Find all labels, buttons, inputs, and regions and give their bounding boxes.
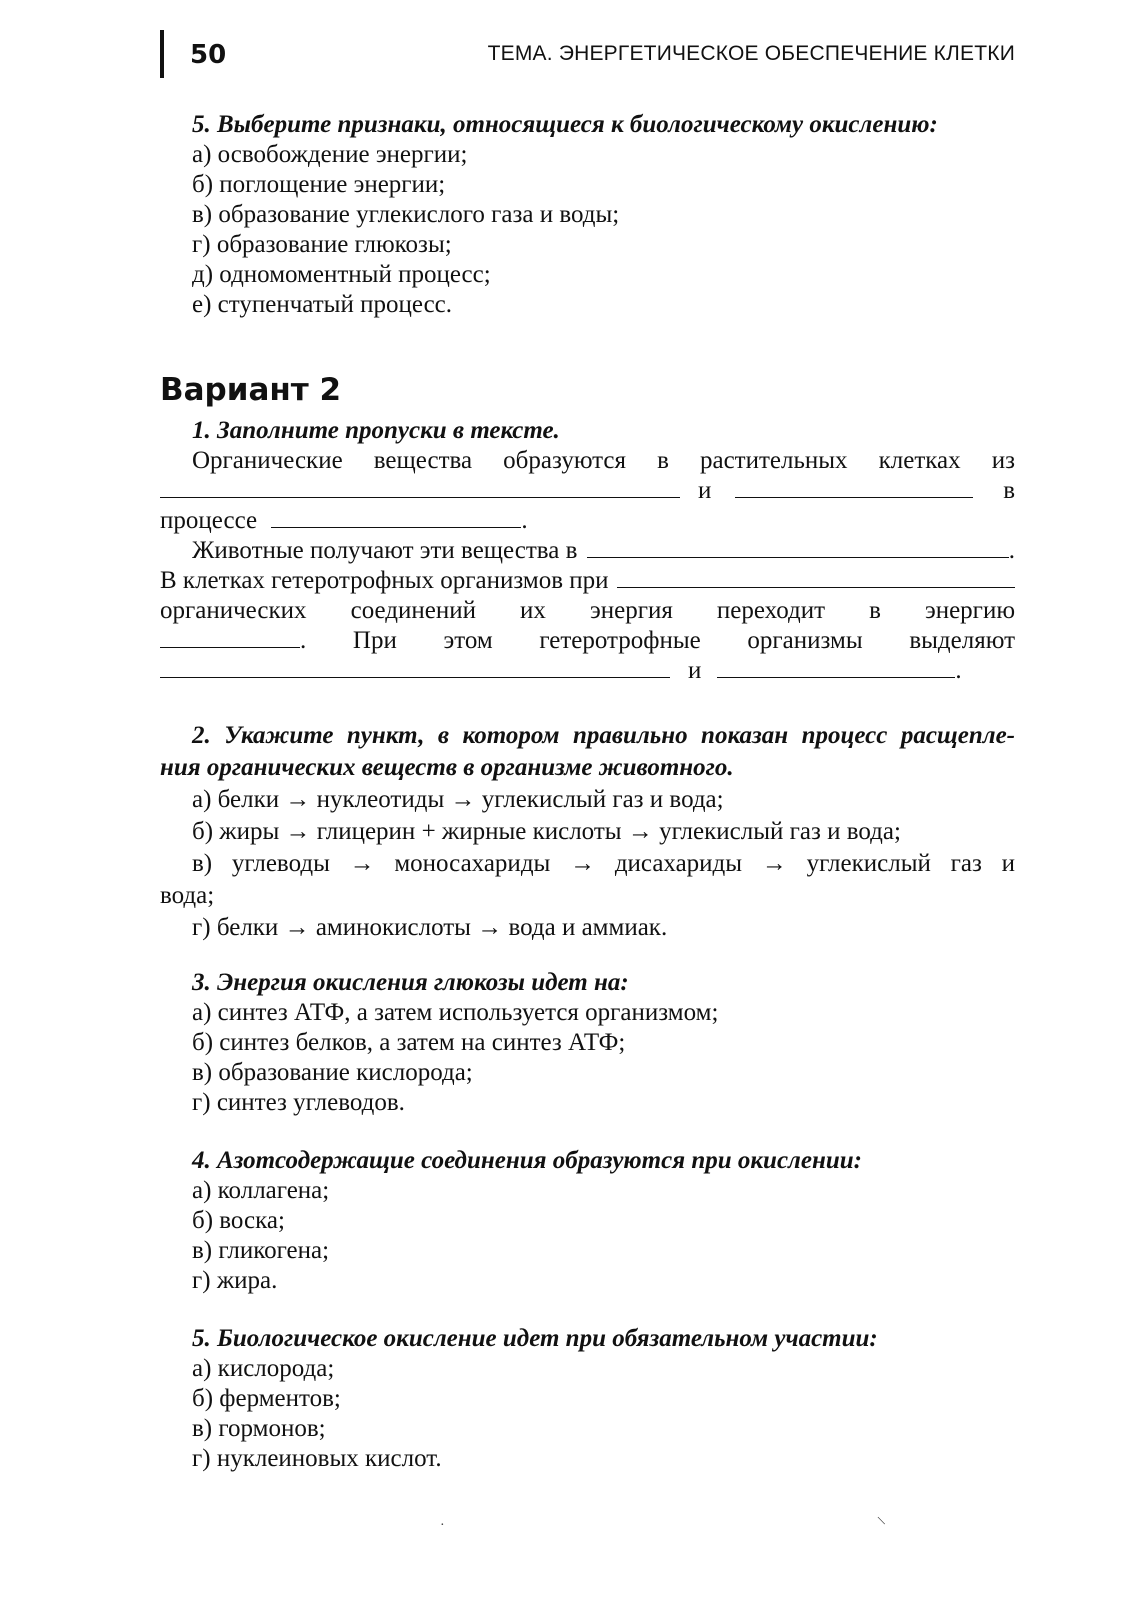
option-a: а) кислорода;	[192, 1355, 335, 1382]
question-text: 4. Азотсодержащие соединения образуются при окислении:	[192, 1147, 862, 1174]
paragraph-2-line-4	[160, 626, 1015, 656]
blank-field[interactable]	[160, 629, 300, 648]
option-b: б) ферментов;	[192, 1385, 341, 1412]
blank-field[interactable]	[271, 509, 521, 528]
period: .	[955, 657, 962, 684]
question-1	[160, 416, 1015, 686]
page-content	[160, 110, 1015, 1474]
paragraph-2-line-1	[160, 536, 1015, 566]
blank-field[interactable]	[587, 539, 1008, 558]
option-b: б) воска;	[192, 1207, 285, 1234]
option-d: г) образование глюкозы;	[192, 231, 452, 258]
period: .	[521, 507, 528, 534]
question-text: 5. Выберите признаки, относящиеся к биологическому окислению:	[192, 111, 938, 138]
option-d: г) нуклеиновых кислот.	[192, 1445, 442, 1472]
option-c: в) гликогена;	[192, 1237, 330, 1264]
option-a: а) белки → нуклеотиды → углекислый газ и вода;	[192, 786, 724, 813]
option-a: а) синтез АТФ, а затем используется организмом;	[192, 999, 719, 1026]
option-c-line-2: вода;	[160, 882, 215, 909]
v1-question-5	[160, 110, 1015, 320]
blank-field[interactable]	[160, 479, 680, 498]
variant-heading: Вариант 2	[160, 372, 342, 408]
period: .	[1008, 537, 1015, 564]
blank-field[interactable]	[160, 659, 670, 678]
option-a: а) коллагена;	[192, 1177, 330, 1204]
conjunction-and: и	[698, 477, 712, 504]
paragraph-2-line-3: органических соединений их энергия переходит в энергию	[160, 597, 1015, 624]
question-2	[160, 720, 1015, 944]
word-process: процессе	[160, 507, 258, 534]
conjunction-and: и	[688, 657, 702, 684]
preposition-in: в	[1003, 477, 1015, 504]
paragraph-2-line-2	[160, 566, 1015, 596]
header-rule	[160, 30, 164, 78]
text: В клетках гетеротрофных организмов при	[160, 567, 609, 594]
option-b: б) синтез белков, а затем на синтез АТФ;	[192, 1029, 626, 1056]
paragraph-1-line-3	[160, 506, 1015, 536]
question-text: 5. Биологическое окисление идет при обязательном участии:	[192, 1325, 878, 1352]
question-3	[160, 968, 1015, 1118]
option-e: д) одномоментный процесс;	[192, 261, 491, 288]
option-b: б) поглощение энергии;	[192, 171, 446, 198]
text: . При этом гетеротрофные организмы выделяют	[300, 627, 1015, 654]
question-4	[160, 1146, 1015, 1296]
scan-speck: ·	[440, 1518, 445, 1533]
blank-field[interactable]	[717, 659, 955, 678]
blank-field[interactable]	[735, 479, 973, 498]
running-title: ТЕМА. ЭНЕРГЕТИЧЕСКОЕ ОБЕСПЕЧЕНИЕ КЛЕТКИ	[487, 42, 1015, 65]
paragraph-2-line-5	[160, 656, 1015, 686]
option-c: в) гормонов;	[192, 1415, 326, 1442]
option-d: г) жира.	[192, 1267, 278, 1294]
paragraph-1-line-1: Органические вещества образуются в растительных клетках из	[192, 447, 1015, 474]
page-number: 50	[190, 40, 227, 70]
question-5	[160, 1324, 1015, 1474]
scan-speck: \	[876, 1513, 887, 1530]
option-a: а) освобождение энергии;	[192, 141, 468, 168]
option-c: в) образование кислорода;	[192, 1059, 473, 1086]
option-d: г) белки → аминокислоты → вода и аммиак.	[192, 914, 668, 941]
question-text-line-1: 2. Укажите пункт, в котором правильно показан процесс расщепле-	[192, 722, 1015, 749]
option-b: б) жиры → глицерин + жирные кислоты → углекислый газ и вода;	[192, 818, 901, 845]
option-f: е) ступенчатый процесс.	[192, 291, 453, 318]
blank-field[interactable]	[617, 569, 1015, 588]
option-c: в) образование углекислого газа и воды;	[192, 201, 620, 228]
text: Животные получают эти вещества в	[192, 537, 578, 564]
option-d: г) синтез углеводов.	[192, 1089, 405, 1116]
question-text: 1. Заполните пропуски в тексте.	[192, 417, 560, 444]
paragraph-1-line-2	[160, 476, 1015, 506]
question-text: 3. Энергия окисления глюкозы идет на:	[192, 969, 629, 996]
option-c-line-1: в) углеводы → моносахариды → дисахариды → углекислый газ и	[192, 850, 1015, 877]
question-text-line-2: ния органических веществ в организме животного.	[160, 754, 734, 781]
